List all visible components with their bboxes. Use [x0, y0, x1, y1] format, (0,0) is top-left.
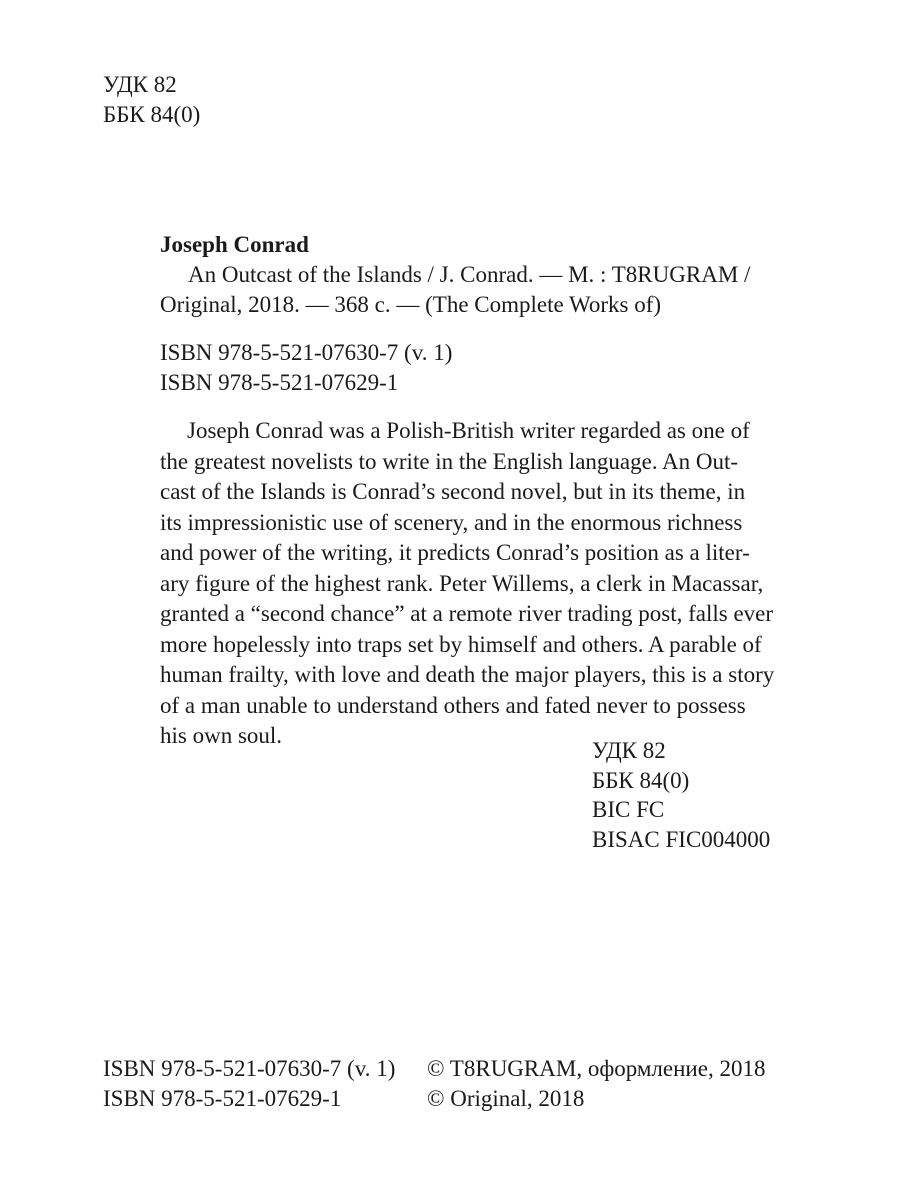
- annotation-line: and power of the writing, it predicts Conrad’s position as a liter-: [160, 540, 750, 565]
- header-bbk-code: ББК 84(0): [103, 102, 201, 127]
- isbn-volume: ISBN 978-5-521-07630-7 (v. 1): [160, 340, 453, 365]
- header-udk-code: УДК 82: [103, 72, 177, 97]
- bibliographic-line: An Outcast of the Islands / J. Conrad. — M. : T8RUGRAM /: [188, 262, 751, 287]
- header-classification-codes: [103, 73, 200, 133]
- classification-codes: [592, 739, 770, 857]
- author-name: Joseph Conrad: [160, 232, 309, 257]
- bibliographic-record: [160, 233, 780, 323]
- annotation-line: cast of the Islands is Conrad’s second novel, but in its theme, in: [160, 479, 746, 504]
- bic-code: BIC FC: [592, 797, 665, 822]
- annotation-line: his own soul.: [160, 723, 283, 748]
- footer-isbn-set: ISBN 978-5-521-07629-1: [103, 1086, 342, 1111]
- annotation-line: more hopelessly into traps set by himself and others. A parable of: [160, 631, 762, 657]
- udk-code: УДК 82: [592, 738, 666, 763]
- footer-copyright-block: [427, 1057, 765, 1117]
- isbn-set: ISBN 978-5-521-07629-1: [160, 370, 399, 395]
- footer-isbn-block: [103, 1057, 395, 1117]
- annotation-line: the greatest novelists to write in the English language. An Out-: [160, 448, 739, 474]
- copyright-design: © T8RUGRAM, оформление, 2018: [427, 1056, 766, 1081]
- annotation-line: ary figure of the highest rank. Peter Willems, a clerk in Macassar,: [160, 570, 764, 596]
- annotation-line: Joseph Conrad was a Polish-British writer regarded as one of: [187, 418, 750, 443]
- bibliographic-line: Original, 2018. — 368 c. — (The Complete Works of): [160, 292, 662, 317]
- bbk-code: ББК 84(0): [592, 767, 690, 793]
- copyright-original: © Original, 2018: [427, 1086, 585, 1111]
- annotation-line: its impressionistic use of scenery, and in the enormous richness: [160, 509, 743, 535]
- annotation-line: of a man unable to understand others and fated never to possess: [160, 692, 746, 718]
- bisac-code: BISAC FIC004000: [592, 826, 771, 852]
- footer-isbn-volume: ISBN 978-5-521-07630-7 (v. 1): [103, 1056, 396, 1081]
- annotation-paragraph: [160, 418, 775, 755]
- annotation-line: human frailty, with love and death the major players, this is a story: [160, 662, 775, 687]
- annotation-line: granted a “second chance” at a remote river trading post, falls ever: [160, 601, 774, 626]
- isbn-block: [160, 341, 452, 401]
